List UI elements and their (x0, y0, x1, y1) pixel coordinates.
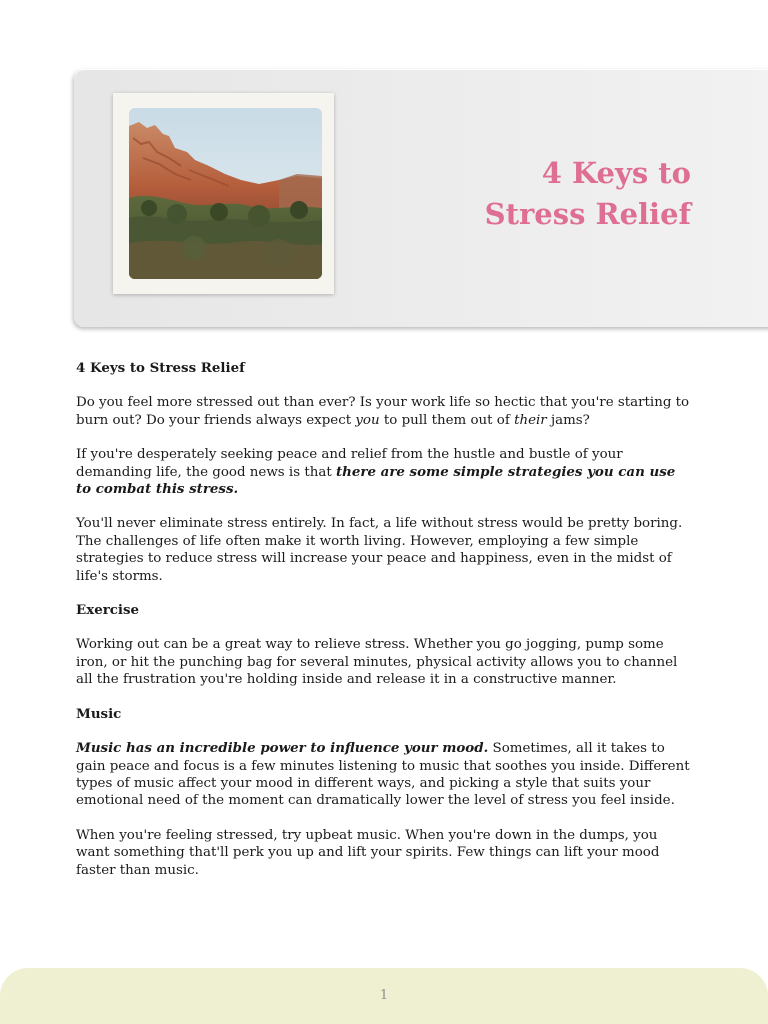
banner-title (485, 153, 691, 235)
music-emphasis: Music has an incredible power to influence your mood. (76, 740, 489, 757)
exercise-heading: Exercise (76, 602, 140, 619)
music-paragraph-2: When you're feeling stressed, try upbeat music. When you're down in the dumps, you want something that'll perk you up and lift your spirits. Few things can lift your mood faster than music. (76, 827, 660, 878)
title-banner (74, 69, 768, 327)
intro1-text-b: to pull them out of (379, 412, 515, 428)
intro-paragraph-3: You'll never eliminate stress entirely. In fact, a life without stress would be pretty boring. The challenges of life often make it worth living. However, employing a few simple strategies to reduce stress will increase your peace and happiness, even in the midst of life's storms. (76, 516, 683, 584)
intro1-emphasis-you: you (355, 412, 380, 428)
intro1-emphasis-their: their (514, 412, 547, 428)
article-heading: 4 Keys to Stress Relief (76, 360, 245, 376)
music-paragraph-1-text: Sometimes, all it takes to gain peace and focus is a few minutes listening to music that soothes you inside. Different types of music affect your mood in different ways, and picking a style that suits your emotional need of the moment can dramatically lower the level of stress you feel inside. (76, 741, 690, 809)
exercise-paragraph: Working out can be a great way to relieve stress. Whether you go jogging, pump some iron, or hit the punching bag for several minutes, physical activity allows you to channel all the frustration you're holding inside and release it in a constructive manner. (76, 637, 678, 688)
page-footer (0, 968, 768, 1024)
banner-title-line-1: 4 Keys to (541, 156, 691, 190)
photo-frame (113, 93, 334, 294)
intro-paragraph-1 (76, 394, 692, 429)
intro1-text-c: jams? (546, 412, 590, 428)
music-paragraph-1 (76, 740, 692, 810)
intro-paragraph-2 (76, 446, 692, 498)
banner-title-line-2: Stress Relief (484, 197, 691, 231)
intro2-emphasis: there are some simple strategies you can use to combat this stress. (76, 463, 676, 498)
canyon-landscape-photo (129, 108, 322, 279)
page-number: 1 (379, 988, 389, 1003)
intro1-text-a: Do you feel more stressed out than ever? Is your work life so hectic that you're starting to burn out? Do your friends always expect (76, 395, 690, 428)
intro2-text: If you're desperately seeking peace and relief from the hustle and bustle of your demanding life, the good news is that (76, 447, 623, 480)
article-body (76, 360, 692, 896)
music-heading: Music (76, 705, 122, 722)
